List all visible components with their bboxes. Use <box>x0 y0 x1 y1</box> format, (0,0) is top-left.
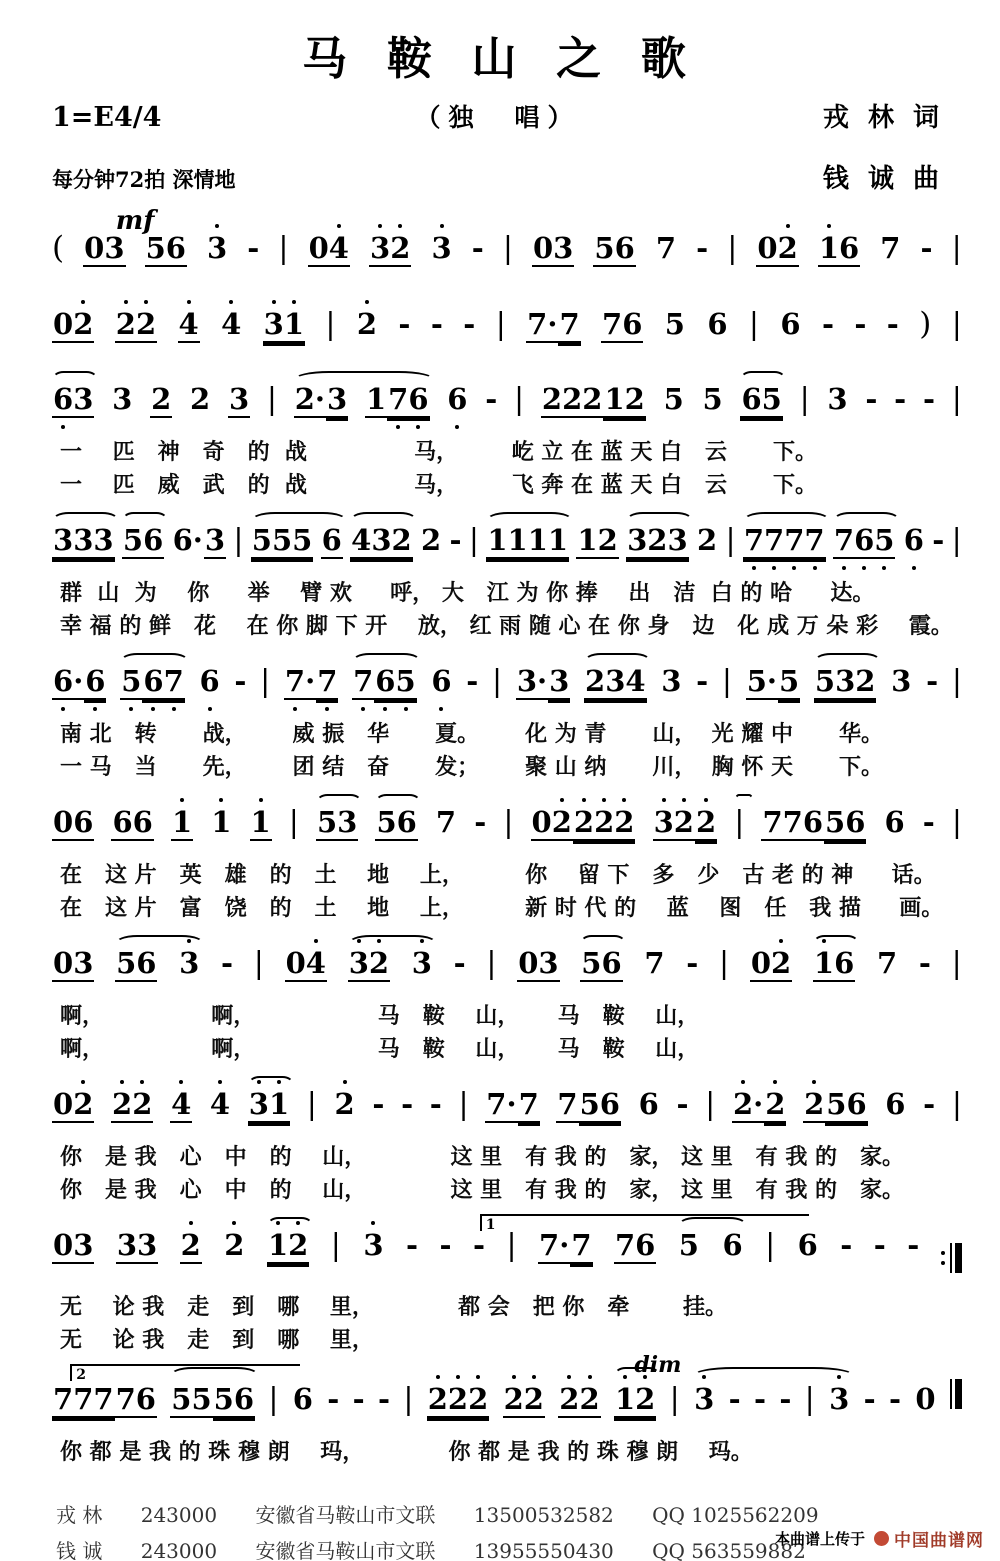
note-token: 6 <box>638 1087 659 1121</box>
note-token: 02 <box>52 310 94 343</box>
note-token: 7 <box>876 946 898 980</box>
notation-line <box>52 649 962 718</box>
note-token: - <box>932 523 945 557</box>
site-watermark <box>775 1526 984 1551</box>
notation-score <box>0 195 1000 1469</box>
lyrics-line: 你 是 我 心 中 的 山， 这 里 有 我 的 家， 这 里 有 我 的 家。 <box>60 1144 904 1170</box>
lyrics-line: 你 都 是 我 的 珠 穆 朗 玛， 你 都 是 我 的 珠 穆 朗 玛。 <box>60 1439 753 1465</box>
notation-line <box>52 291 962 361</box>
slur-arc <box>813 935 859 952</box>
composer-credit: 钱 诚 曲 <box>822 164 944 194</box>
note-token: 5 <box>664 307 685 341</box>
note-token: - <box>474 805 487 839</box>
note-token: - <box>466 664 479 698</box>
note-token: 776 56 <box>762 805 866 839</box>
slur-arc <box>115 935 204 952</box>
lyrics-line: 一 马 当 先， 团 结 奋 发； 聚 山 纳 川， 胸 怀 天 下。 <box>60 754 883 780</box>
notation-line <box>52 508 962 577</box>
contact-org: 安徽省马鞍山市文联 <box>255 1539 436 1561</box>
note-token: 56 <box>594 231 635 265</box>
note-token: 532 <box>814 664 876 698</box>
note-token: 7 56 <box>557 1087 620 1121</box>
note-token: 3 <box>411 949 433 980</box>
note-token: | <box>403 1382 414 1417</box>
note-token: | <box>951 307 962 342</box>
note-token: - <box>696 231 709 265</box>
song-title: 马 鞍 山 之 歌 <box>302 32 698 85</box>
contact-name: 戎 林 <box>56 1503 103 1527</box>
music-system <box>52 508 962 643</box>
note-token: | <box>502 231 513 266</box>
slur-arc <box>350 512 417 529</box>
note-token: | <box>506 1228 517 1263</box>
note-token: 2 <box>190 382 211 416</box>
music-system <box>52 790 962 925</box>
note-token: 2 <box>356 310 378 341</box>
note-token: 7 6 5 <box>833 526 896 559</box>
note-token: - <box>865 382 878 416</box>
lyrics-line: 一 匹 神 奇 的 战 马， 屹 立 在 蓝 天 白 云 下。 <box>60 439 817 465</box>
note-token: 56 <box>122 523 164 557</box>
note-token: 56 <box>145 231 186 265</box>
note-token: - <box>221 946 234 980</box>
music-system <box>52 367 962 502</box>
note-token: 65 <box>741 382 782 416</box>
slur-arc <box>348 935 437 952</box>
contact-qq: QQ 1025562209 <box>652 1503 819 1527</box>
slur-arc <box>693 1367 854 1384</box>
note-token: 6 <box>292 1382 313 1416</box>
contact-postcode: 243000 <box>140 1503 218 1527</box>
note-token: 6 <box>797 1228 818 1262</box>
note-token: - <box>247 231 260 265</box>
note-token: 5 <box>702 382 723 416</box>
contact-name: 钱 诚 <box>56 1539 103 1561</box>
volta-bracket: 2 <box>70 1364 300 1381</box>
lyrics-line: 南 北 转 战， 威 振 华 夏。 化 为 青 山， 光 耀 中 华。 <box>60 721 883 747</box>
music-system <box>52 649 962 784</box>
note-token: | <box>748 307 760 342</box>
slur-arc <box>52 371 98 388</box>
note-token: 2 2 2 <box>427 1385 490 1418</box>
note-token: 04 <box>285 949 327 982</box>
slur-arc <box>584 653 651 670</box>
note-token: | <box>951 946 962 981</box>
note-token: 1 6 <box>818 234 860 267</box>
note-token: 3 1 <box>248 1090 290 1123</box>
mf-marking: mf <box>115 206 155 236</box>
note-token: 2 2 <box>111 1090 153 1123</box>
note-token: - <box>676 1087 689 1121</box>
note-token: 6 <box>885 1087 906 1121</box>
note-token: 777 76 <box>53 1382 156 1416</box>
dim-marking: dim <box>634 1352 682 1378</box>
site-name: 中国曲谱网 <box>894 1531 984 1551</box>
note-token: - <box>886 307 899 341</box>
note-token: 6 · 6 <box>52 667 106 700</box>
note-token: 1 <box>250 808 272 841</box>
note-token: 2 2 <box>115 310 157 343</box>
note-token: 4 <box>209 1090 231 1121</box>
note-token: 222 12 <box>541 382 645 416</box>
note-token: 6 3 <box>52 385 94 418</box>
note-token: 6 <box>707 307 728 341</box>
note-token: | <box>266 382 277 417</box>
note-token: | <box>288 805 299 840</box>
note-token: 6 <box>446 385 468 416</box>
music-system <box>52 1352 962 1469</box>
note-token: 5 6 7 <box>120 667 185 700</box>
volta-bracket: 1 <box>480 1214 810 1231</box>
slur-arc <box>120 653 189 670</box>
note-token: 02 <box>750 949 792 982</box>
note-token: 56 <box>116 946 157 980</box>
contact-postcode: 243000 <box>140 1539 218 1561</box>
note-token: 7 6 5 <box>352 667 417 700</box>
slur-arc <box>375 794 421 811</box>
note-token: | <box>719 946 730 981</box>
note-token: 333 <box>53 523 114 557</box>
note-token: 7 <box>880 231 901 265</box>
note-token: - <box>352 1382 365 1416</box>
note-token: - <box>453 946 466 980</box>
tempo-row <box>0 134 1000 195</box>
note-token: | <box>951 231 962 266</box>
note-token: 1 <box>210 808 232 839</box>
note-token: | <box>951 664 962 699</box>
note-token: | <box>325 307 336 342</box>
note-token: - <box>372 1087 385 1121</box>
note-token: - <box>753 1382 766 1416</box>
note-token: 6 <box>198 667 220 698</box>
note-token: - <box>863 1382 876 1416</box>
note-token: | <box>458 1087 469 1122</box>
note-token: 33 <box>116 1228 158 1262</box>
contact-org: 安徽省马鞍山市文联 <box>255 1503 436 1527</box>
note-token: - <box>686 946 699 980</box>
performance-type: （独 唱） <box>415 103 581 132</box>
note-token: 2 56 <box>803 1090 868 1123</box>
note-token: 53 <box>316 805 358 839</box>
notation-line <box>52 367 962 436</box>
note-token: | <box>278 231 289 266</box>
note-token: - <box>401 1087 414 1121</box>
site-logo-icon <box>874 1531 889 1546</box>
note-token: - <box>922 382 935 416</box>
note-token: - <box>920 231 933 265</box>
final-barline <box>950 1379 962 1409</box>
slur-arc <box>743 512 830 529</box>
note-token: 1 2 <box>614 1385 656 1418</box>
note-token: 6 <box>430 667 452 698</box>
note-token: 5· 5 <box>746 664 800 698</box>
note-token: - <box>854 307 867 341</box>
note-token: 6 <box>903 526 925 557</box>
note-token: 7 7 7 7 <box>743 526 826 559</box>
note-token: 3 <box>828 1385 850 1416</box>
note-token: - <box>429 1087 442 1121</box>
note-token: 6 <box>722 1228 743 1262</box>
note-token: 76 <box>602 307 643 341</box>
note-token: | <box>306 1087 317 1122</box>
note-token: 1 6 <box>813 949 855 982</box>
music-system <box>52 931 962 1066</box>
note-token: - <box>234 664 247 698</box>
lyrics-line: 群 山 为 你 举 臂 欢 呼， 大 江 为 你 捧 出 洁 白 的 哈 达。 <box>60 580 875 606</box>
notation-line <box>52 1352 962 1436</box>
note-token: - <box>439 1228 452 1262</box>
note-token: 7 · 7 <box>284 667 338 700</box>
note-token: 03 <box>518 946 559 980</box>
contact-qq: QQ 563559882 <box>652 1539 806 1561</box>
note-token: 02 2 2 2 <box>531 808 636 841</box>
note-token: 7 <box>435 805 457 839</box>
note-token: 2 <box>151 382 172 416</box>
note-token: 0 <box>915 1382 936 1416</box>
repeat-barline <box>941 1243 962 1273</box>
note-token: - <box>918 946 931 980</box>
slur-arc <box>352 653 421 670</box>
note-token: 02 <box>52 1090 94 1123</box>
note-token: 3 1 <box>263 310 305 343</box>
note-token: 1 7 6 <box>365 385 430 418</box>
note-token: | <box>951 805 962 840</box>
notation-line <box>52 1213 962 1291</box>
note-token: - <box>696 664 709 698</box>
note-token: | <box>951 523 962 558</box>
note-token: | <box>468 523 479 558</box>
note-token: 2 <box>223 1231 245 1262</box>
notation-line <box>52 1072 962 1141</box>
slur-arc <box>580 935 626 952</box>
note-token: 6· 3 <box>172 523 226 557</box>
note-token: - <box>873 1228 886 1262</box>
music-system <box>52 1213 962 1357</box>
note-token: - <box>926 664 939 698</box>
note-token: 6 <box>321 523 342 557</box>
note-token: 234 <box>585 664 646 698</box>
note-token: 02 <box>756 234 798 267</box>
slur-arc <box>248 1076 294 1093</box>
note-token: | <box>705 1087 716 1122</box>
key-signature: 1=E4/4 <box>52 102 162 133</box>
slur-arc <box>251 512 347 529</box>
note-token: | <box>486 946 497 981</box>
note-token: | <box>253 946 264 981</box>
note-token: 3 <box>206 234 228 265</box>
note-token: 432 <box>351 523 412 557</box>
note-token: 323 <box>627 523 688 557</box>
note-token: - <box>907 1228 920 1262</box>
note-token: - <box>430 307 443 341</box>
note-token: 2 <box>421 523 442 557</box>
note-token: 3 2 2 <box>653 808 718 841</box>
note-token: 3 <box>112 382 133 416</box>
note-token: 2 2 <box>558 1385 600 1418</box>
music-system <box>52 1072 962 1207</box>
note-token: 4 <box>220 310 242 341</box>
note-token: 3 <box>430 234 452 265</box>
header-meta-row <box>0 87 1000 134</box>
note-token: - <box>894 382 907 416</box>
music-system <box>52 206 962 285</box>
note-token: 3 2 <box>348 949 390 982</box>
note-token: - <box>923 1087 936 1121</box>
note-token: 04 <box>308 234 350 267</box>
note-token: - <box>471 231 484 265</box>
note-token: 55 56 <box>171 1382 254 1416</box>
note-token: 3 <box>178 949 200 980</box>
note-token: - <box>327 1382 340 1416</box>
lyrics-line: 无 论 我 走 到 哪 里， 都 会 把 你 牵 挂。 <box>60 1294 728 1320</box>
note-token: 555 <box>251 523 313 557</box>
note-token: 3· 3 <box>516 664 570 698</box>
note-token: 2 · 2 <box>732 1090 786 1123</box>
note-token: 6 <box>780 307 801 341</box>
lyrics-line: 幸 福 的 鲜 花 在 你 脚 下 开 放， 红 雨 随 心 在 你 身 边 化 成 万 朵 彩 霞。 <box>60 613 953 639</box>
note-token: - <box>485 382 498 416</box>
note-token: 6 <box>884 805 905 839</box>
slur-arc <box>833 512 900 529</box>
note-token: 3 2 <box>369 234 411 267</box>
lyrics-line: 啊， 啊， 马 鞍 山， 马 鞍 山， <box>60 1003 700 1029</box>
note-token: | <box>951 382 962 417</box>
slur-arc <box>316 794 362 811</box>
note-token: 03 <box>532 231 574 265</box>
note-token: - <box>821 307 834 341</box>
lyrics-line: 你 是 我 心 中 的 山， 这 里 有 我 的 家， 这 里 有 我 的 家。 <box>60 1177 904 1203</box>
lyrics-line: 无 论 我 走 到 哪 里， <box>60 1327 374 1353</box>
note-token: 76 <box>614 1228 656 1262</box>
note-token: 3 <box>827 382 848 416</box>
note-token: 1 <box>171 808 193 841</box>
note-token: | <box>330 1228 341 1263</box>
note-token: 7· 7 <box>539 1228 592 1262</box>
note-token: 03 <box>53 1228 94 1262</box>
notation-line <box>52 931 962 1000</box>
lyrics-line: 在 这 片 富 饶 的 土 地 上， 新 时 代 的 蓝 图 任 我 描 画。 <box>60 895 944 921</box>
note-token: 3 <box>891 664 912 698</box>
lyricist-credit: 戎 林 词 <box>822 103 944 133</box>
note-token: 7· 7 <box>527 307 580 341</box>
lyrics-line: 一 匹 威 武 的 战 马， 飞 奔 在 蓝 天 白 云 下。 <box>60 472 817 498</box>
note-token: 1 2 <box>267 1231 309 1264</box>
notation-line <box>52 206 962 285</box>
note-token: | <box>233 523 244 558</box>
watermark-prefix: 本曲谱上传于 <box>774 1530 865 1548</box>
note-token: 12 <box>577 523 618 557</box>
note-token: 03 <box>53 946 94 980</box>
note-token: | <box>765 1228 776 1263</box>
note-token: 3 <box>362 1231 384 1262</box>
note-token: - <box>472 1228 486 1262</box>
music-system <box>52 291 962 361</box>
note-token: - <box>728 1382 741 1416</box>
note-token: 56 <box>376 805 417 839</box>
note-token: 2 <box>696 523 718 557</box>
note-token: 5 <box>678 1228 699 1262</box>
slur-arc <box>52 512 119 529</box>
note-token: - <box>779 1382 792 1416</box>
note-token: | <box>721 664 733 699</box>
note-token: ( <box>52 230 65 266</box>
note-token: 2 2 <box>503 1385 545 1418</box>
note-token: - <box>888 1382 901 1416</box>
note-token: 4 <box>178 310 200 343</box>
lyrics-line: 啊， 啊， 马 鞍 山， 马 鞍 山， <box>60 1036 700 1062</box>
note-token: 56 <box>581 946 622 980</box>
note-token: 2 <box>180 1231 202 1264</box>
slur-arc <box>267 1217 313 1234</box>
note-token: | <box>495 307 506 342</box>
contact-phone: 13500532582 <box>473 1503 614 1527</box>
slur-arc <box>814 653 881 670</box>
note-token: 3 <box>693 1385 715 1416</box>
slur-arc <box>294 371 434 388</box>
note-token: 4 <box>170 1090 192 1123</box>
note-token: | <box>725 523 736 558</box>
note-token: - <box>398 307 411 341</box>
note-token: | <box>669 1382 680 1417</box>
note-token: 1111 <box>487 523 569 557</box>
note-token: | <box>514 382 525 417</box>
note-token: 66 <box>112 805 153 839</box>
note-token: 03 <box>84 231 125 265</box>
lyrics-line: 在 这 片 英 雄 的 土 地 上， 你 留 下 多 少 古 老 的 神 话。 <box>60 862 936 888</box>
note-token: - <box>463 307 476 341</box>
note-token: - <box>449 523 462 557</box>
note-token: 3 <box>228 382 250 416</box>
note-token: - <box>405 1228 419 1262</box>
note-token: | <box>727 231 738 266</box>
note-token: | <box>804 1382 815 1417</box>
note-token: 7 <box>644 946 665 980</box>
note-token: 2· 3 <box>294 382 348 416</box>
note-token: | <box>951 1087 962 1122</box>
notation-line <box>52 790 962 859</box>
note-token: | <box>260 664 271 699</box>
slur-arc <box>734 794 754 811</box>
note-token: - <box>840 1228 853 1262</box>
tempo-marking: 每分钟72拍 深情地 <box>52 167 236 192</box>
note-token: | <box>734 805 745 840</box>
slur-arc <box>486 512 573 529</box>
note-token: 3 <box>661 664 682 698</box>
note-token: | <box>268 1382 279 1417</box>
contact-phone: 13955550430 <box>473 1539 614 1561</box>
note-token: 7· 7 <box>486 1087 539 1121</box>
slur-arc <box>740 371 786 388</box>
note-token: | <box>492 664 503 699</box>
note-token: | <box>503 805 514 840</box>
slur-arc <box>626 512 693 529</box>
slur-arc <box>122 512 168 529</box>
note-token: 2 <box>334 1090 356 1121</box>
note-token: - <box>377 1382 390 1416</box>
note-token: 7 <box>655 231 677 265</box>
note-token: ) <box>919 306 932 342</box>
note-token: 06 <box>53 805 94 839</box>
note-token: 5 <box>663 382 684 416</box>
note-token: | <box>799 382 810 417</box>
note-token: - <box>922 805 935 839</box>
